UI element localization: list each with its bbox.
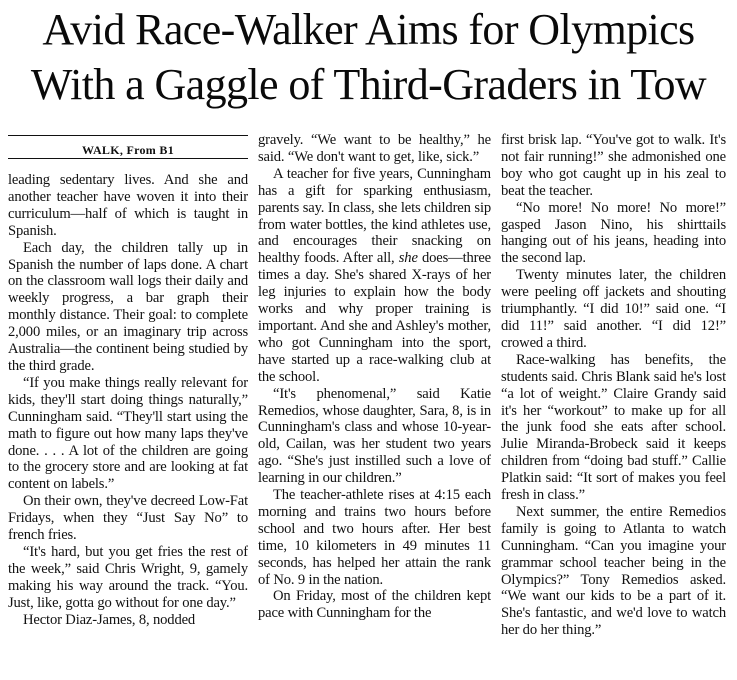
paragraph: Twenty minutes later, the children were peeling off jackets and shouting triumphantly. “I did 10!” said one. “I did 11!” said another. “I did 12!” crowed a third. — [501, 267, 726, 351]
paragraph — [258, 166, 491, 386]
paragraph: leading sedentary lives. And she and another teacher have woven it into their curriculum—half of which is taught in Spanish. — [8, 172, 248, 239]
emphasis-she: she — [398, 250, 418, 267]
paragraph: “No more! No more! No more!” gasped Jason Nino, his shirttails hanging out of his jeans, heading into the second lap. — [501, 199, 726, 267]
article-column-2 — [258, 132, 491, 677]
paragraph-text: does—three times a day. She's shared X-rays of her leg injuries to explain how the body works and why proper training is important. And she and Ashley's mother, who got Cunningham into the sport, have started up a race-walking club at the school. — [258, 250, 491, 385]
jump-label: WALK, From B1 — [81, 143, 174, 157]
jump-top-rule — [8, 135, 248, 136]
paragraph-text: A teacher for five years, Cunningham has a gift for sparking enthusiasm, parents say. In class, she lets children sip from water bottles, the kind athletes use, and encourages their snacking on healthy foods. After all, — [258, 165, 491, 267]
paragraph: Each day, the children tally up in Spanish the number of laps done. A chart on the classroom wall logs their daily and weekly progress, a bar graph their monthly distance. Their goal: to complete 2,000 miles, or an imaginary trip across Australia—the continent being studied by the third grade. — [8, 239, 248, 374]
article-column-3 — [501, 132, 726, 677]
headline — [0, 2, 737, 112]
paragraph: gravely. “We want to be healthy,” he said. “We don't want to get, like, sick.” — [258, 132, 491, 165]
paragraph: Race-walking has benefits, the students said. Chris Blank said he's lost “a lot of weight.” Claire Grandy said it's her “workout” to make up for all the junk food she eats after school. Julie Miranda-Brobeck said it keeps children from “doing bad stuff.” Callie Platkin said: “It sort of makes you feel fresh in class.” — [501, 351, 726, 504]
article-column-1 — [8, 132, 248, 677]
paragraph: Hector Diaz-James, 8, nodded — [23, 611, 196, 628]
headline-line-2: With a Gaggle of Third-Graders in Tow — [30, 60, 707, 109]
paragraph: first brisk lap. “You've got to walk. It's not fair running!” she admonished one boy who got caught up in his zeal to beat the teacher. — [501, 132, 726, 199]
headline-line-1: Avid Race-Walker Aims for Olympics — [42, 5, 695, 54]
jump-line — [8, 132, 248, 172]
paragraph: The teacher-athlete rises at 4:15 each morning and trains two hours before school and two hours after. Her best time, 10 kilometers in 49 minutes 11 seconds, has helped her attain the rank of No. 9 in the nation. — [258, 487, 491, 588]
paragraph: “It's hard, but you get fries the rest of the week,” said Chris Wright, 9, gamely making his way around the track. “You. Just, like, gotta go without for one day.” — [8, 543, 248, 611]
paragraph: On Friday, most of the children kept pace with Cunningham for the — [258, 588, 491, 622]
paragraph: Next summer, the entire Remedios family is going to Atlanta to watch Cunningham. “Can you imagine your grammar school teacher being in the Olympics?” Tony Remedios asked. “We want our kids to be a part of it. She's fantastic, and we'd love to watch her do her thing.” — [501, 503, 726, 639]
paragraph: “If you make things really relevant for kids, they'll start doing things naturally,” Cunningham said. “They'll start using the math to figure out how many laps they've done. . . . A lot of the children are going to the grocery store and are looking at fat content on labels.” — [8, 374, 248, 493]
jump-bottom-rule — [8, 158, 248, 159]
paragraph: On their own, they've decreed Low-Fat Fridays, when they “Just Say No” to french fries. — [8, 493, 248, 544]
paragraph: “It's phenomenal,” said Katie Remedios, whose daughter, Sara, 8, is in Cunningham's class and whose 10-year-old, Cailan, was her student two years ago. “She's just instilled such a love of learning in our children.” — [258, 385, 491, 487]
